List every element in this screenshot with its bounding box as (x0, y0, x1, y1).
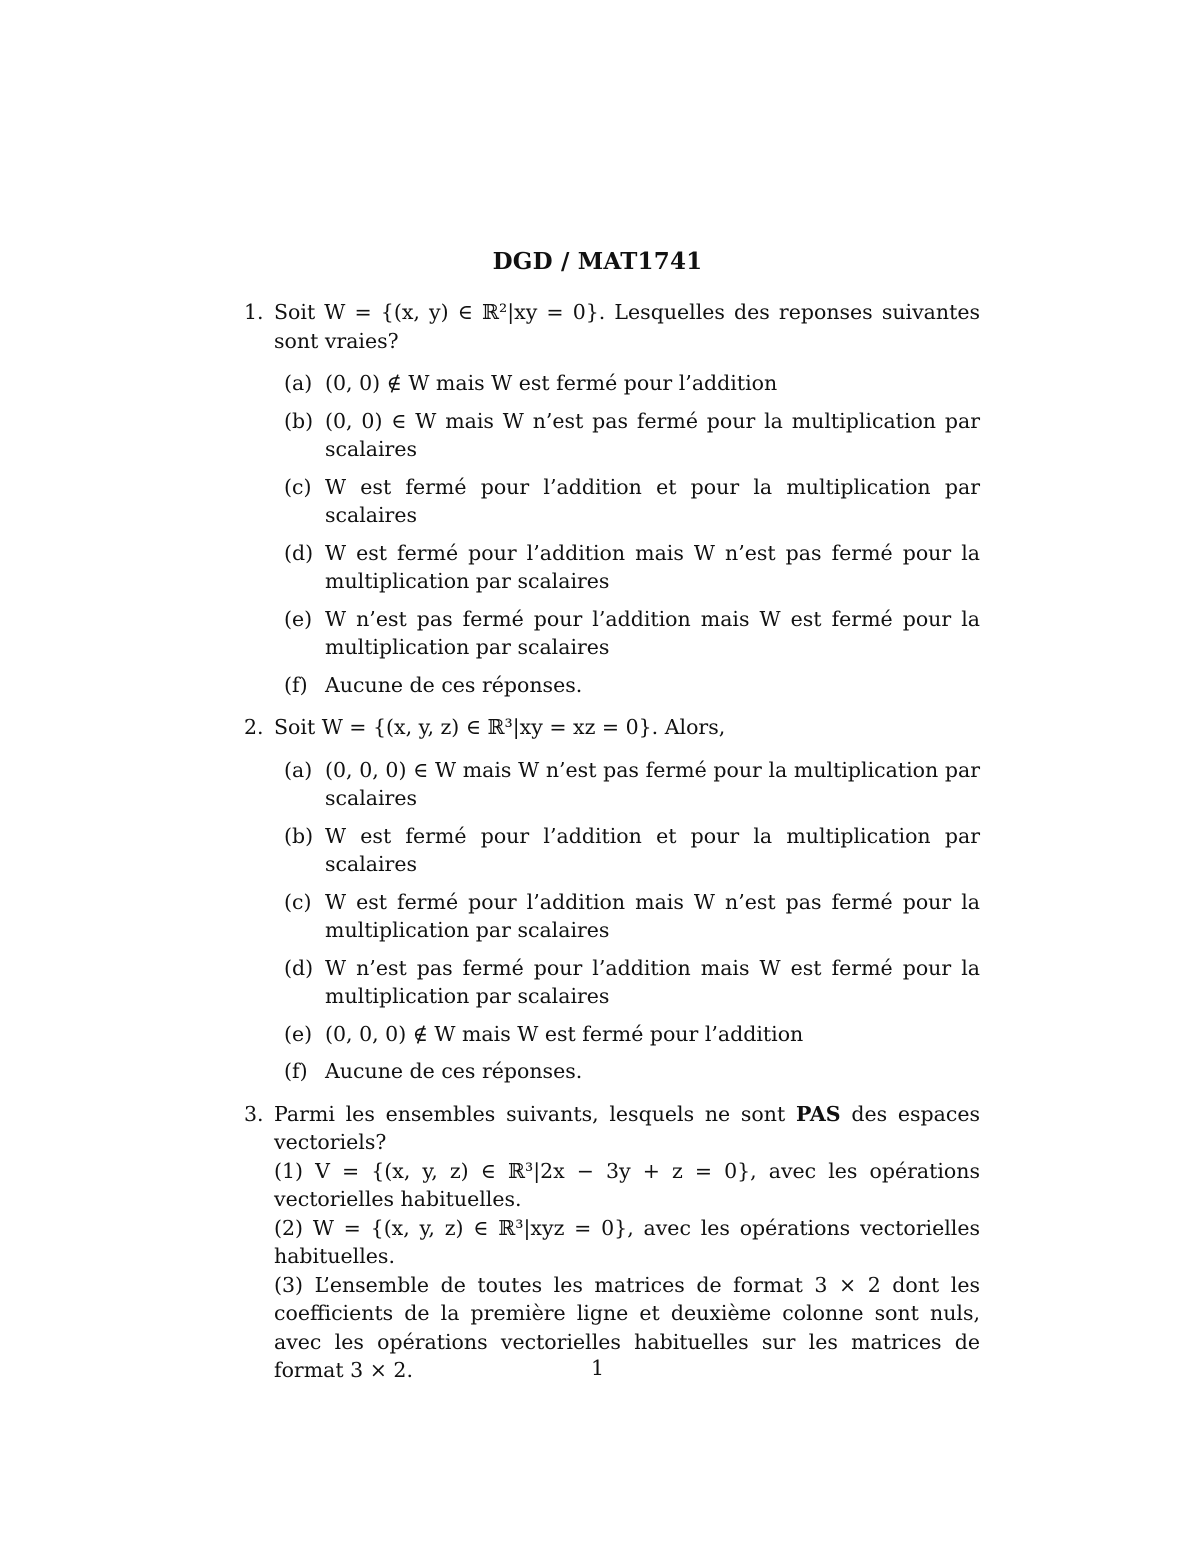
question-text: Soit W = {(x, y) ∈ ℝ²|xy = 0}. Lesquelles des reponses suivantes sont vraies? (274, 300, 980, 353)
answer-option (284, 756, 980, 813)
option-text: W n’est pas fermé pour l’addition mais W est fermé pour la multiplication par scalaires (325, 955, 980, 1008)
option-text: W est fermé pour l’addition mais W n’est pas fermé pour la multiplication par scalaires (325, 889, 980, 942)
option-text: Aucune de ces réponses. (325, 672, 583, 697)
page-number: 1 (590, 1356, 605, 1380)
option-label: (f) (284, 672, 308, 697)
option-label: (c) (284, 474, 312, 499)
option-label: (a) (284, 371, 313, 395)
page-title: DGD / MAT1741 (492, 248, 703, 275)
set-item-1: (1) V = {(x, y, z) ∈ ℝ³|2x − 3y + z = 0}, avec les opérations vectorielles habituelles. (274, 1158, 980, 1211)
option-label: (f) (284, 1059, 308, 1083)
answer-options (274, 756, 980, 1086)
question-3 (244, 1100, 980, 1385)
option-text: W est fermé pour l’addition et pour la multiplication par scalaires (325, 823, 980, 876)
set-item-2: (2) W = {(x, y, z) ∈ ℝ³|xyz = 0}, avec les opérations vectorielles habituelles. (274, 1215, 980, 1268)
answer-option (284, 822, 980, 879)
question-number: 2. (244, 715, 264, 739)
option-text: (0, 0) ∉ W mais W est fermé pour l’addition (325, 371, 778, 395)
option-text: W n’est pas fermé pour l’addition mais W est fermé pour la multiplication par scalaires (325, 606, 980, 659)
answer-option (284, 671, 980, 700)
answer-option (284, 407, 980, 464)
question-text: Soit W = {(x, y, z) ∈ ℝ³|xy = xz = 0}. Alors, (274, 715, 726, 739)
emphasis-text: PAS (795, 1101, 841, 1126)
answer-option (284, 539, 980, 596)
question-text-part: des espaces vectoriels? (274, 1101, 980, 1154)
option-text: (0, 0, 0) ∈ W mais W n’est pas fermé pour la multiplication par scalaires (325, 757, 980, 810)
question-number: 3. (244, 1101, 264, 1126)
question-number: 1. (244, 300, 264, 324)
option-text: (0, 0) ∈ W mais W n’est pas fermé pour la multiplication par scalaires (325, 408, 980, 461)
answer-option (284, 888, 980, 945)
answer-options (274, 369, 980, 699)
answer-option (284, 369, 980, 398)
option-label: (e) (284, 606, 313, 631)
option-label: (a) (284, 757, 313, 782)
option-label: (b) (284, 408, 314, 433)
answer-option (284, 1057, 980, 1086)
answer-option (284, 605, 980, 662)
option-text: W est fermé pour l’addition et pour la multiplication par scalaires (325, 474, 980, 527)
set-item-3: (3) L’ensemble de toutes les matrices de format 3 × 2 dont les coefficients de la première ligne et deuxième colonne sont nuls, avec les opérations vectorielles habituelles sur les matrices de format 3 × 2. (274, 1272, 980, 1382)
answer-option (284, 473, 980, 530)
option-text: (0, 0, 0) ∉ W mais W est fermé pour l’addition (325, 1021, 804, 1046)
option-label: (d) (284, 540, 314, 565)
answer-option (284, 954, 980, 1011)
question-text (274, 1100, 980, 1157)
option-label: (d) (284, 955, 314, 980)
answer-option (284, 1020, 980, 1049)
question-text-part: Parmi les ensembles suivants, lesquels ne sont (274, 1101, 796, 1126)
option-label: (e) (284, 1021, 313, 1046)
option-label: (c) (284, 889, 312, 914)
option-text: W est fermé pour l’addition mais W n’est pas fermé pour la multiplication par scalaires (325, 540, 980, 593)
questions-list (244, 298, 980, 1399)
option-text: Aucune de ces réponses. (325, 1059, 583, 1083)
question-1 (244, 298, 980, 699)
option-label: (b) (284, 823, 314, 848)
question-2 (244, 713, 980, 1086)
